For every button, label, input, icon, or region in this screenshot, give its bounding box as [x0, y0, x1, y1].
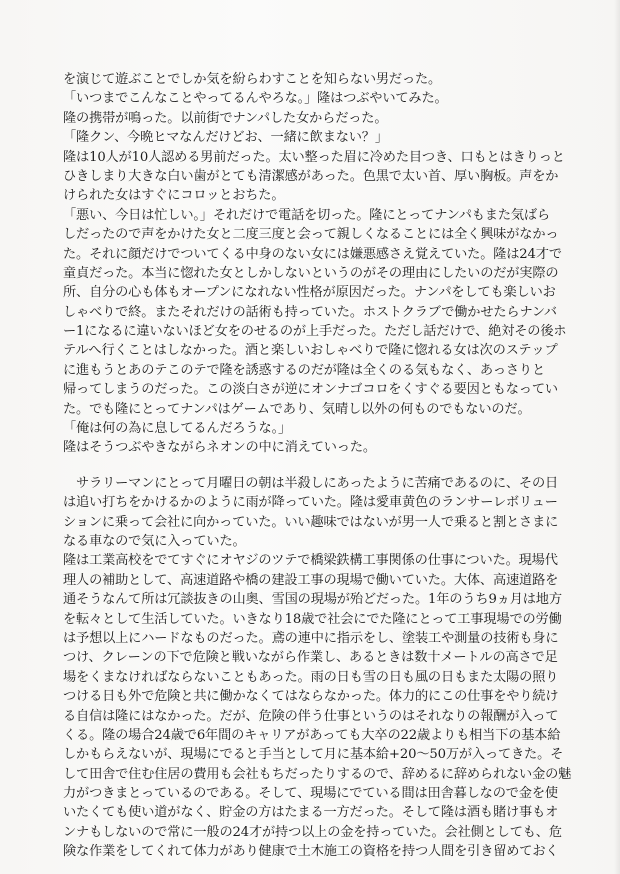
text-line: テルへ行くことはしなかった。酒と楽しいおしゃべりで隆に惚れる女は次のステップ — [63, 343, 558, 359]
text-line: は予想以上にハードなものだった。鳶の連中に指示をし、塗装工や測量の技術も身に — [63, 630, 559, 646]
text-line: ションに乗って会社に向かっていた。いい趣味ではないが男一人で乗ると割とさまに — [63, 514, 559, 530]
text-line: いたくても使い道がなく、貯金の方はたまる一方だった。そして隆は酒も賭け事もオ — [63, 805, 559, 821]
paragraph-block-top — [63, 70, 583, 458]
text-line: た。それに顔だけでついてくる中身のない女には嫌悪感さえ覚えていた。隆は24才で — [63, 246, 562, 262]
page-edge-shadow — [614, 0, 620, 874]
section-gap — [63, 458, 583, 474]
text-line: しゃべりで終。またそれだけの話術も持っていた。ホストクラブで働かせたらナンバ — [63, 304, 557, 320]
text-line: ひきしまり大きな白い歯がとても清潔感があった。色黒で太い首、厚い胸板。声をか — [63, 168, 559, 184]
text-line: して田舎で住む住居の費用も会社もちだったりするので、辞めるに辞められない金の魅 — [63, 766, 572, 782]
text-line: 「俺は何の為に息してるんだろうな。」 — [63, 421, 292, 437]
text-line: なる車なので気に入っていた。 — [63, 533, 246, 549]
text-line: 理人の補助として、高速道路や橋の建設工事の現場で働いていた。大体、高速道路を — [63, 572, 559, 588]
text-line: 「悪い、今日は忙しい。」それだけで電話を切った。隆にとってナンパもまた気ばら — [63, 207, 550, 223]
text-line: 童貞だった。本当に惚れた女としかしないというのがその理由にしたいのだが実際の — [63, 265, 559, 281]
text-line: に進もうとあのテこのテで隆を誘惑するのだが隆は全くのる気もなく、あっさりと — [63, 362, 545, 378]
text-line: 隆は工業高校をでてすぐにオヤジのツテで橋梁鉄構工事関係の仕事についた。現場代 — [63, 553, 558, 569]
text-line: 隆は10人が10人認める男前だった。太い整った眉に冷めた目つき、口もとはきりっと — [63, 149, 565, 165]
text-line: 帰ってしまうのだった。この淡白さが逆にオンナゴコロをくすぐる要因ともなってい — [63, 382, 558, 398]
text-line: 場をくまなければならないこともあった。雨の日も雪の日も風の日もまた太陽の照り — [63, 669, 559, 685]
document-text — [63, 70, 583, 862]
text-line: 「隆クン、今晩ヒマなんだけどお、一緒に飲まない？」 — [63, 130, 388, 146]
text-line: サラリーマンにとって月曜日の朝は半殺しにあったように苦痛であるのに、その日 — [63, 475, 559, 491]
text-line: は追い打ちをかけるかのように雨が降っていた。隆は愛車黄色のランサーレボリュー — [63, 495, 558, 511]
text-line: 「いつまでこんなことやってるんやろな。」隆はつぶやいてみた。 — [63, 91, 448, 107]
text-line: 所、自分の心も体もオープンになれない性格が原因だった。ナンパをしても楽しいお — [63, 285, 556, 301]
text-line: る自信は隆にはなかった。だが、危険の伴う仕事というのはそれなりの報酬が入って — [63, 708, 559, 724]
text-line: つけ、クレーンの下で危険と戦いながら作業し、あるときは数十メートルの高さで足 — [63, 650, 558, 666]
text-line: を転々として生活していた。いきなり18歳で社会にでた隆にとって工事現場での労働 — [63, 611, 562, 627]
text-line: た。でも隆にとってナンパはゲームであり、気晴し以外の何ものでもないのだ。 — [63, 401, 531, 417]
text-line: 険な作業をしてくれて体力があり健康で土木施工の資格を持つ人間を引き留めておく — [63, 844, 559, 860]
text-line: 隆はそうつぶやきながらネオンの中に消えていった。 — [63, 440, 376, 456]
text-line: くる。隆の場合24歳で6年間のキャリアがあっても大卒の22歳よりも相当下の基本給 — [63, 727, 561, 743]
text-line: つける日も外で危険と共に働かなくてはならなかった。体力的にこの仕事をやり続け — [63, 689, 559, 705]
paragraph-block-bottom — [63, 474, 583, 862]
text-line: しかもらえないが、現場にでると手当として月に基本給+20～50万が入ってきた。そ — [63, 747, 564, 763]
text-line: しだったので声をかけた女と二度三度と会って親しくなることには全く興味がなかっ — [63, 227, 559, 243]
text-line: 力がつきまとっているのである。そして、現場にでている間は田舎暮しなので金を使 — [63, 786, 558, 802]
text-line: 隆の携帯が鳴った。以前街でナンパした女からだった。 — [63, 110, 388, 126]
text-line: 通そうなんて所は冗談抜きの山奥、雪国の現場が殆どだった。1年のうち9ヵ月は地方 — [63, 592, 562, 608]
text-line: ー1になるに違いないほど女をのせるのが上手だった。ただし話だけで、絶対その後ホ — [63, 324, 567, 340]
text-line: ンナもしないので常に一般の24才が持つ以上の金を持っていた。会社側としても、危 — [63, 824, 562, 840]
text-line: を演じて遊ぶことでしか気を紛らわすことを知らない男だった。 — [63, 72, 442, 87]
text-line: けられた女はすぐにコロッとおちた。 — [63, 188, 285, 204]
